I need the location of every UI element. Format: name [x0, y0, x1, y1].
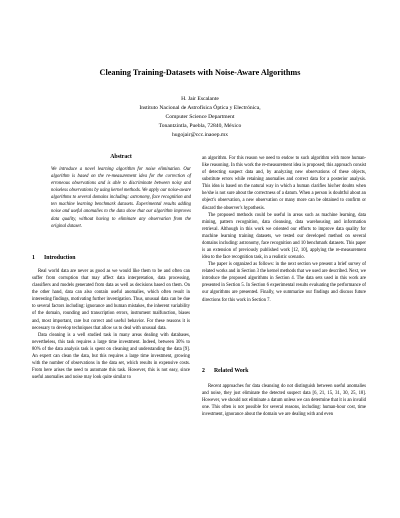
section-number: 1: [32, 255, 35, 261]
paper-title: Cleaning Training-Datasets with Noise-Aware Algorithms: [99, 68, 301, 77]
intro-paragraph-4: The paper is organized as follows: in the next section we present a brief survey of related works and in Section 3 the kernel methods that we used are described. Next, we introduce the proposed algorithms in Section 4. The data sets used in this work are presented in Section 5. In Section 6 experimental results evaluating the performance of our algorithms are presented. Finally, we summarize our findings and discuss future directions for this work in Section 7.: [202, 262, 366, 303]
section-heading-related-work: [202, 368, 249, 374]
related-work-body: [202, 383, 366, 418]
intro-paragraph-1: Real world data are never as good as we would like them to be and often can suffer from corruption that may affect data interpretation, data processing, classifiers and models generated from data as well as decisions based on them. On the other hand, data can also contain useful anomalies, which often result in interesting findings, motivating further investigation. Thus, unusual data can be due to several factors including: ignorance and human mistakes, the inherent variability of the domain, rounding and transcription errors, instrument malfunction, biases and, most important, rare but correct and useful behavior. For these reasons it is necessary to develop techniques that allow us to deal with unusual data.: [32, 269, 190, 331]
author-department: Computer Science Department: [165, 114, 235, 120]
right-column: [202, 155, 366, 304]
author-affiliation: Instituto Nacional de Astrofísica Óptica y Electrónica,: [139, 105, 261, 111]
author-address: Tonantzintla, Puebla, 72840, México: [158, 123, 242, 129]
left-column: [32, 268, 190, 381]
related-work-paragraph-1: Recent approaches for data cleansing do not distinguish between useful anomalies and noise, they just eliminate the detected suspect data [6, 21, 15, 31, 30, 25, 18]. However, we should not eliminate a datum unless we can determine that it is an invalid one. This often is not possible for several reasons, including: human-hour cost, time investment, ignorance about the domain we are dealing with and even: [202, 384, 366, 418]
abstract-text: We introduce a novel learning algorithm for noise elimination. Our algorithm is based on the re-measurement idea for the correction of erroneous observations and is able to discriminate between noisy and noiseless observations by using kernel methods. We apply our noise-aware algorithms to several domains including: astronomy, face recognition and ten machine learning benchmark datasets. Experimental results adding noise and useful anomalies to the data show that our algorithm improves data quality, without having to eliminate any observation from the original dataset.: [51, 167, 191, 229]
section-heading-introduction: [32, 255, 75, 261]
abstract-heading: Abstract: [110, 154, 132, 160]
intro-paragraph-3: The proposed methods could be useful in areas such as machine learning, data mining, pattern recognition, data cleansing, data warehousing and information retrieval. Although in this work we oriented our efforts to improve data quality for machine learning training datasets, we tested our developed method on several domains including: astronomy, face recognition and 10 benchmark datasets. This paper is an extension of previously published work [12, 10], applying the re-measurement idea to the face recognition task, in a realistic scenario.: [202, 212, 366, 261]
author-name: H. Jair Escalante: [181, 96, 219, 102]
section-number: 2: [202, 368, 205, 374]
author-email: hugojair@ccc.inaoep.mx: [171, 132, 229, 138]
intro-paragraph-2: Data cleaning is a well studied task in many areas dealing with databases, nevertheless, this task requires a large time investment. Indeed, between 30% to 80% of the data analysis task is spent on cleaning and understanding the data [9]. An expert can clean the data, but this requires a large time investment, growing with the number of observations in the data set, which results in expensive costs. From here arises the need to automate this task. However, this is not easy, since useful anomalies and noise may look quite similar to: [32, 332, 190, 381]
intro-paragraph-continued: an algorithm. For this reason we need to endow to such algorithm with more human-like reasoning. In this work the re-measurement idea is proposed; this approach consist of detecting suspect data and, by analyzing new observations of these objects, substitute errors while retaining anomalies and correct data for a posterior analysis. This idea is based on the natural way in which a human clarifies his/her doubts when he/she is not sure about the correctness of a datum. When a person is doubtful about an object's observation, a new observation or many more can be obtained to confirm or discard the observer's hypothesis.: [202, 156, 366, 211]
section-title: Related Work: [214, 368, 249, 374]
section-title: Introduction: [44, 255, 76, 261]
